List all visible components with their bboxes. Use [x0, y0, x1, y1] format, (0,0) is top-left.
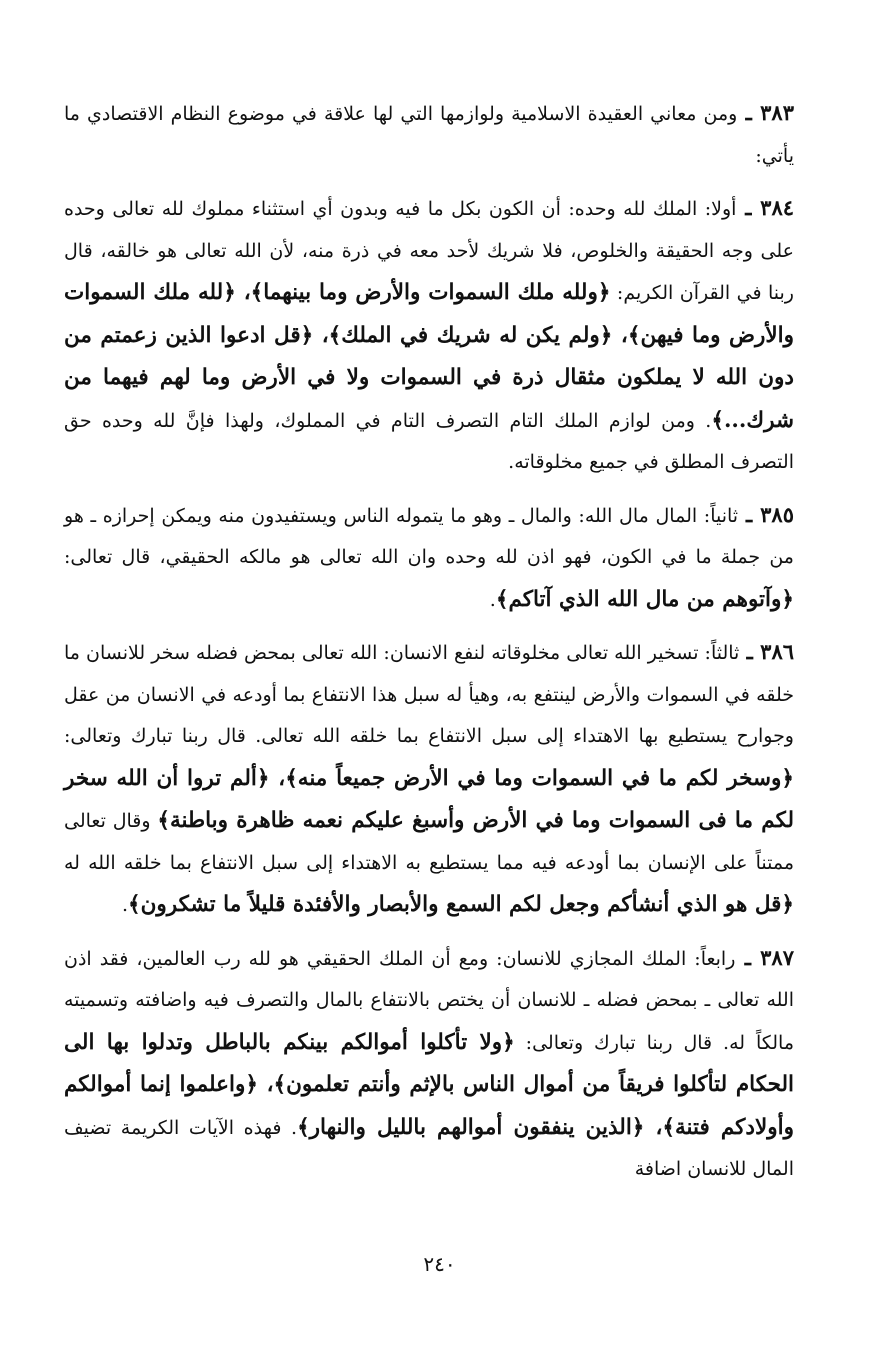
- quran-quote: ﴿وآتوهم من مال الله الذي آتاكم﴾: [495, 586, 794, 612]
- paragraph-text: .: [121, 894, 128, 916]
- paragraph-text: ثانياً: المال مال الله: والمال ـ وهو ما يتموله الناس ويستفيدون منه ويمكن إحرازه ـ هو من جملة ما في الكون، فهو اذن لله وحده وان الله تعالى هو مالكه الحقيقي، قال تعالى:: [64, 504, 794, 568]
- paragraph-text: أولا: الملك لله وحده: أن الكون بكل ما فيه وبدون أي استثناء مملوك لله تعالى وحده على وجه الحقيقة والخلوص، فلا شريك لأحد معه في ذرة منه، لأن الله تعالى هو خالقه، قال ربنا في القرآن الكريم:: [64, 198, 794, 304]
- paragraph-text: وقال تعالى ممتناً على الإنسان بما أودعه فيه مما يستطيع به الاهتداء إلى سبل الانتفاع بما خلقه الله له: [64, 810, 794, 874]
- paragraph-text: ثالثاً: تسخير الله تعالى مخلوقاته لنفع الانسان: الله تعالى بمحض فضله سخر للانسان ما خلقه في السموات والأرض لينتفع به، وهيأ له سبل هذا الانتفاع بما أودعه في الانسان من عقل وجوارح يستطيع بها الاهتداء إلى سبل الانتفاع بما خلقه الله تعالى. قال ربنا تبارك وتعالى:: [64, 642, 794, 747]
- paragraph: [64, 937, 794, 1191]
- paragraph: [64, 187, 794, 484]
- paragraph-number: ٣٨٦ ـ: [739, 639, 795, 664]
- paragraph-text: . فهذه الآيات الكريمة تضيف المال للانسان اضافة: [64, 1116, 794, 1180]
- quran-quote: ﴿وسخر لكم ما في السموات وما في الأرض جميعاً منه﴾، ﴿ألم تروا أن الله سخر لكم ما فى السموات وما في الأرض وأسبغ عليكم نعمه ظاهرة وباطنة﴾: [64, 765, 795, 833]
- paragraph-number: ٣٨٥ ـ: [738, 501, 794, 527]
- paragraph: [64, 631, 794, 927]
- paragraph-number: ٣٨٣ ـ: [737, 100, 794, 125]
- paragraph-text: . ومن لوازم الملك التام التصرف التام في المملوك، ولهذا فإنَّ لله وحده حق التصرف المطلق في جميع مخلوقاته.: [64, 409, 794, 473]
- paragraph-number: ٣٨٧ ـ: [735, 944, 794, 970]
- quran-quote: ﴿ولا تأكلوا أموالكم بينكم بالباطل وتدلوا بها الى الحكام لتأكلوا فريقاً من أموال الناس بالإثم وأنتم تعلمون﴾، ﴿واعلموا إنما أموالكم وأولادكم فتنة﴾، ﴿الذين ينفقون أموالهم بالليل والنهار﴾: [64, 1029, 794, 1140]
- quran-quote: ﴿ولله ملك السموات والأرض وما بينهما﴾، ﴿لله ملك السموات والأرض وما فيهن﴾، ﴿ولم يكن له شريك في الملك﴾، ﴿قل ادعوا الذين زعمتم من دون الله لا يملكون مثقال ذرة في السموات ولا في الأرض وما لهم فيهما من شرك...﴾: [64, 280, 794, 433]
- quran-quote: ﴿قل هو الذي أنشأكم وجعل لكم السمع والأبصار والأفئدة قليلاً ما تشكرون﴾: [127, 892, 794, 917]
- paragraph: [64, 92, 794, 177]
- paragraph-text: رابعاً: الملك المجازي للانسان: ومع أن الملك الحقيقي هو لله رب العالمين، فقد اذن الله تعالى ـ بمحض فضله ـ للانسان أن يختص بالانتفاع بالمال والتصرف فيه واضافته وتسميته مالكاً له. قال ربنا تبارك وتعالى:: [64, 947, 794, 1054]
- page-number: ٢٤٠: [423, 1252, 456, 1276]
- paragraph-text: ومن معاني العقيدة الاسلامية ولوازمها التي لها علاقة في موضوع النظام الاقتصادي ما يأتي:: [64, 103, 794, 167]
- page-body: [64, 92, 794, 1201]
- paragraph: [64, 494, 794, 622]
- paragraph-number: ٣٨٤ ـ: [736, 195, 795, 220]
- paragraph-text: .: [489, 588, 496, 611]
- paragraphs: [64, 92, 794, 1191]
